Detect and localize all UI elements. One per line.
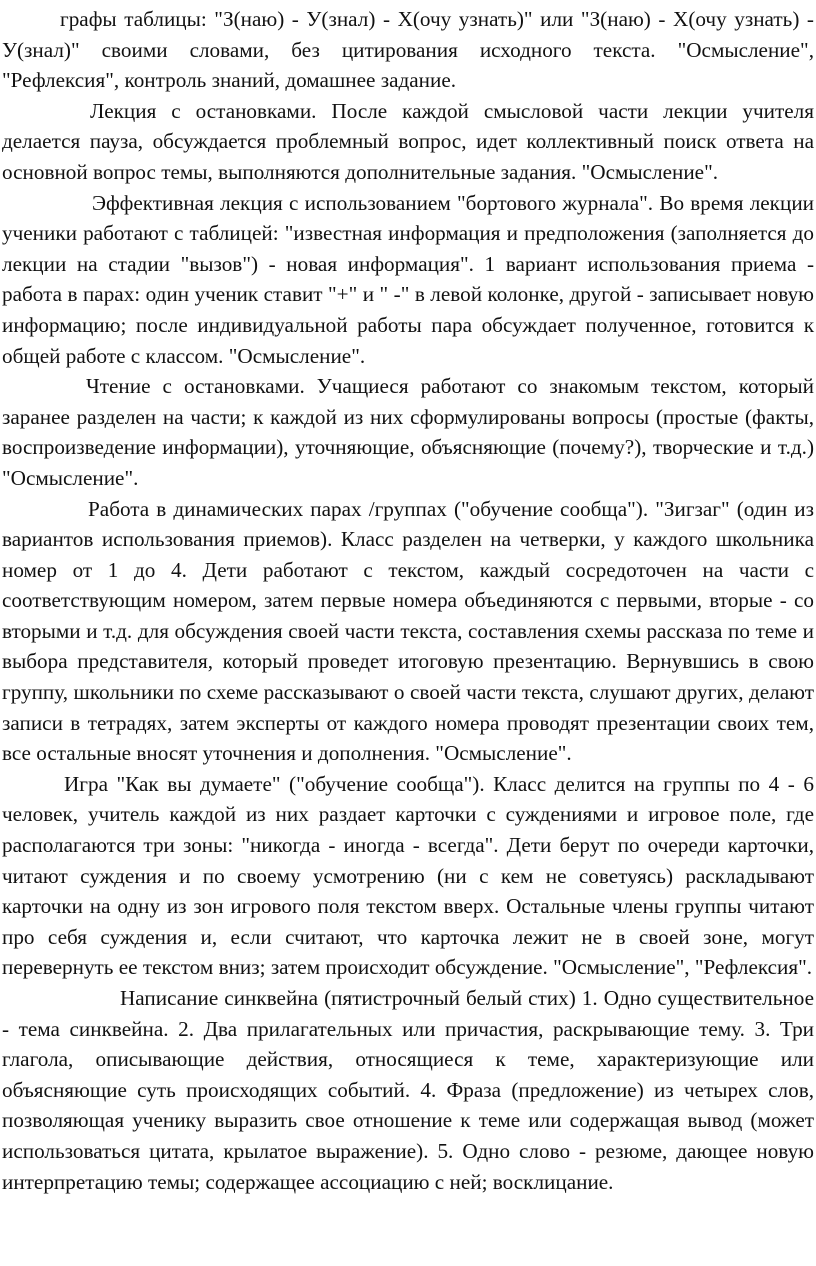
paragraph-logbook-lecture: Эффективная лекция с использованием "бортового журнала". Во время лекции ученики работают с таблицей: "известная информация и предположения (заполняется до лекции на стадии "вызов") - новая информация". 1 вариант использования приема - работа в парах: один ученик ставит "+" и " -" в левой колонке, другой - записывает новую информацию; после индивидуальной работы пара обсуждает полученное, готовится к общей работе с классом. "Осмысление". bbox=[2, 190, 814, 368]
paragraph-lecture-with-stops: Лекция с остановками. После каждой смысловой части лекции учителя делается пауза, обсуждается проблемный вопрос, идет коллективный поиск ответа на основной вопрос темы, выполняются дополнительные задания. "Осмысление". bbox=[2, 98, 814, 184]
paragraph-dynamic-pairs-zigzag: Работа в динамических парах /группах ("обучение сообща"). "Зигзаг" (один из вариантов использования приемов). Класс разделен на четверки, у каждого школьника номер от 1 до 4. Дети работают с текстом, каждый сосредоточен на части с соответствующим номером, затем первые номера объединяются с первыми, вторые - со вторыми и т.д. для обсуждения своей части текста, составления схемы рассказа по теме и выбора представителя, который проведет итоговую презентацию. Вернувшись в свою группу, школьники по схеме рассказывают о своей части текста, слушают других, делают записи в тетрадях, затем эксперты от каждого номера проводят презентации своих тем, все остальные вносят уточнения и дополнения. "Осмысление". bbox=[2, 496, 814, 766]
paragraph-what-do-you-think-game: Игра "Как вы думаете" ("обучение сообща"). Класс делится на группы по 4 - 6 человек, учитель каждой из них раздает карточки с суждениями и игровое поле, где располагаются три зоны: "никогда - иногда - всегда". Дети берут по очереди карточки, читают суждения и по своему усмотрению (ни с кем не советуясь) раскладывают карточки на одну из зон игрового поля текстом вверх. Остальные члены группы читают про себя суждения и, если считают, что карточка лежит не в своей зоне, могут перевернуть ее текстом вниз; затем происходит обсуждение. "Осмысление", "Рефлексия". bbox=[2, 771, 814, 980]
paragraph-table-columns: графы таблицы: "З(наю) - У(знал) - Х(очу узнать)" или "З(наю) - Х(очу узнать) - У(знал)" своими словами, без цитирования исходного текста. "Осмысление", "Рефлексия", контроль знаний, домашнее задание. bbox=[2, 7, 814, 93]
paragraph-cinquain: Написание синквейна (пятистрочный белый стих) 1. Одно существительное - тема синквейна. 2. Два прилагательных или причастия, раскрывающие тему. 3. Три глагола, описывающие действия, относящиеся к теме, характеризующие или объясняющие суть происходящих событий. 4. Фраза (предложение) из четырех слов, позволяющая ученику выразить свое отношение к теме или содержащая вывод (может использоваться цитата, крылатое выражение). 5. Одно слово - резюме, дающее новую интерпретацию темы; содержащее ассоциацию с ней; восклицание. bbox=[2, 986, 814, 1194]
paragraph-reading-with-stops: Чтение с остановками. Учащиеся работают со знакомым текстом, который заранее разделен на части; к каждой из них сформулированы вопросы (простые (факты, воспроизведение информации), уточняющие, объясняющие (почему?), творческие и т.д.) "Осмысление". bbox=[2, 374, 814, 490]
